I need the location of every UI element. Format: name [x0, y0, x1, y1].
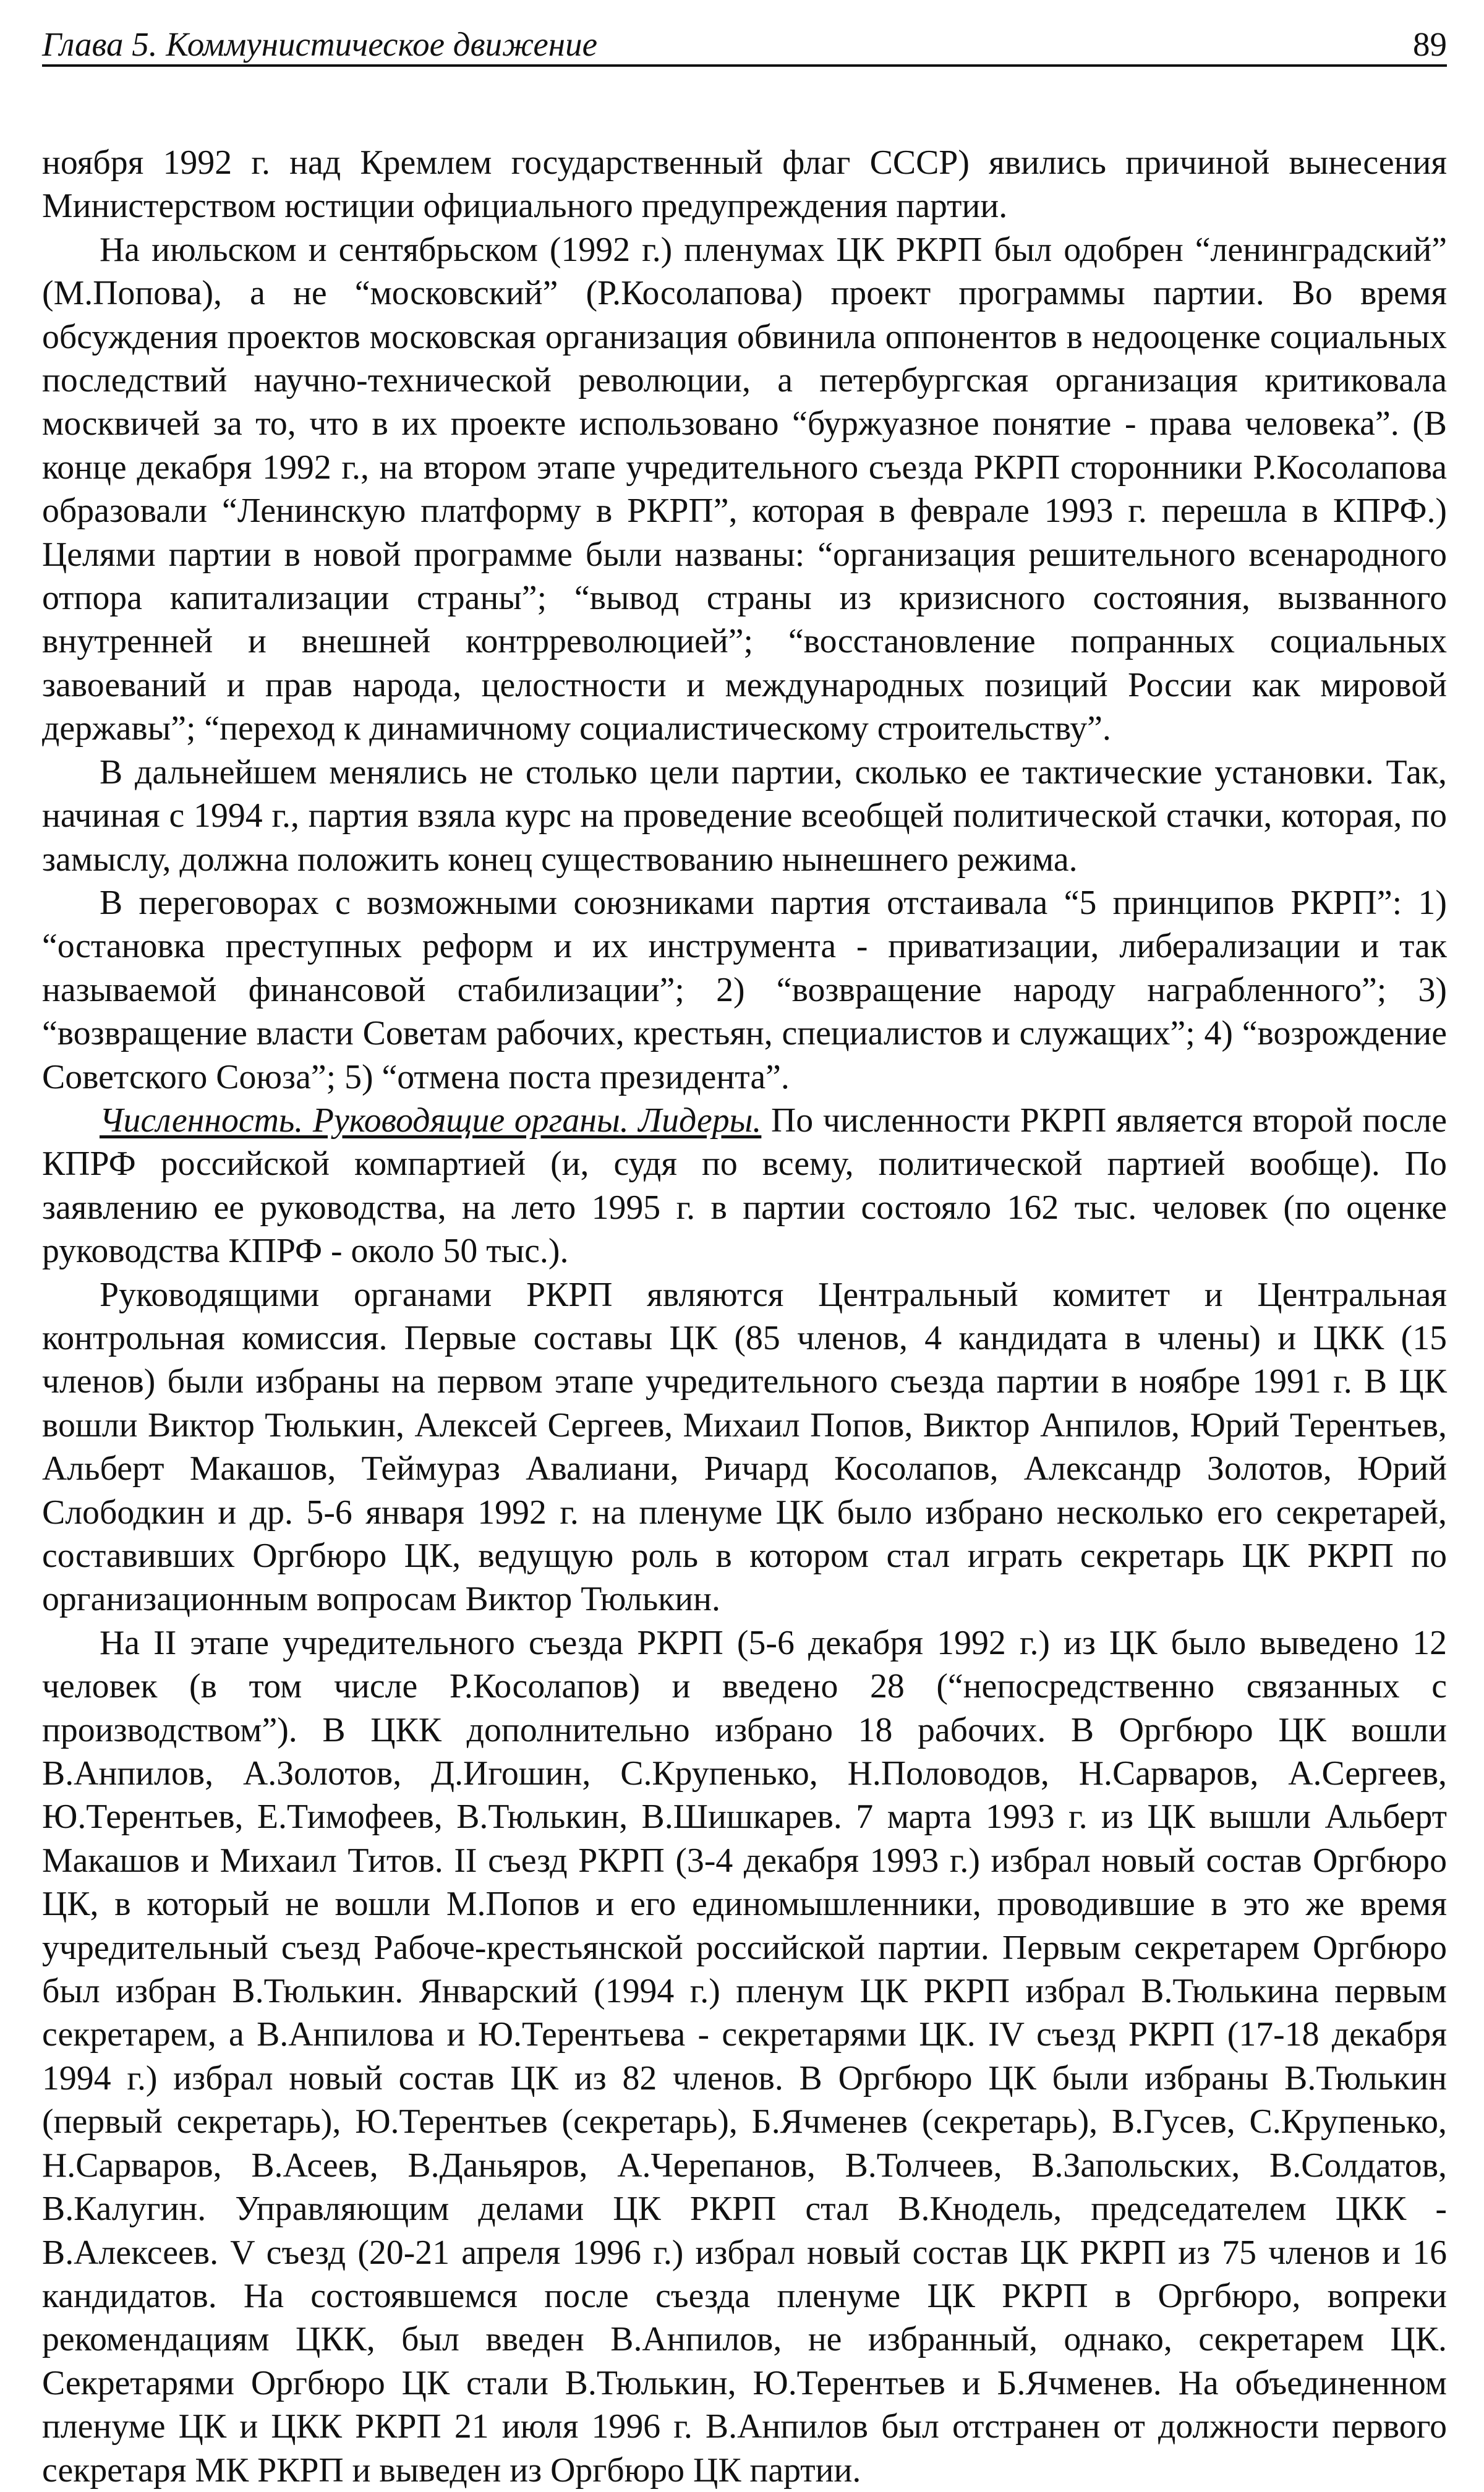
paragraph-3: В дальнейшем менялись не столько цели партии, сколько ее тактические установки. Так, начиная с 1994 г., партия взяла курс на проведение всеобщей политической стачки, которая, по замыслу, должна положить конец существованию нынешнего режима. — [42, 753, 1447, 879]
paragraph-6: Руководящими органами РКРП являются Центральный комитет и Центральная контрольная комиссия. Первые составы ЦК (85 членов, 4 кандидата в члены) и ЦКК (15 членов) были избраны на первом этапе учредительного съезда партии в ноябре 1991 г. В ЦК вошли Виктор Тюлькин, Алексей Сергеев, Михаил Попов, Виктор Анпилов, Юрий Терентьев, Альберт Макашов, Теймураз Авалиани, Ричард Косолапов, Александр Золотов, Юрий Слободкин и др. 5-6 января 1992 г. на пленуме ЦК было избрано несколько его секретарей, составивших Оргбюро ЦК, ведущую роль в котором стал играть секретарь ЦК РКРП по организационным вопросам Виктор Тюлькин. — [42, 1275, 1447, 1619]
body-text — [42, 141, 1447, 2492]
paragraph-5 — [42, 1099, 1447, 1273]
book-page — [42, 25, 1447, 2492]
running-header — [42, 25, 1447, 67]
paragraph-1: ноября 1992 г. над Кремлем государственный флаг СССР) явились причиной вынесения Министерством юстиции официального предупреждения партии. — [42, 143, 1447, 226]
page-number: 89 — [1413, 25, 1447, 63]
paragraph-5-text: По численности РКРП является второй после КПРФ российской компартией (и, судя по всему, политической партией вообще). По заявлению ее руководства, на лето 1995 г. в партии состояло 162 тыс. человек (по оценке руководства КПРФ - около 50 тыс.). — [42, 1101, 1447, 1271]
paragraph-2: На июльском и сентябрьском (1992 г.) пленумах ЦК РКРП был одобрен “ленинградский” (М.Попова), а не “московский” (Р.Косолапова) проект программы партии. Во время обсуждения проектов московская организация обвинила оппонентов в недооценке социальных последствий научно-технической революции, а петербургская организация критиковала москвичей за то, что в их проекте использовано “буржуазное понятие - права человека”. (В конце декабря 1992 г., на втором этапе учредительного съезда РКРП сторонники Р.Косолапова образовали “Ленинскую платформу в РКРП”, которая в феврале 1993 г. перешла в КПРФ.) Целями партии в новой программе были названы: “организация решительного всенародного отпора капитализации страны”; “вывод страны из кризисного состояния, вызванного внутренней и внешней контрреволюцией”; “восстановление попранных социальных завоеваний и прав народа, целостности и международных позиций России как мировой державы”; “переход к динамичному социалистическому строительству”. — [42, 230, 1447, 748]
section-heading: Численность. Руководящие органы. Лидеры. — [100, 1101, 762, 1140]
chapter-title: Глава 5. Коммунистическое движение — [42, 25, 597, 63]
paragraph-4: В переговорах с возможными союзниками партия отстаивала “5 принципов РКРП”: 1) “остановка преступных реформ и их инструмента - приватизации, либерализации и так называемой финансовой стабилизации”; 2) “возвращение народу награбленного”; 3) “возвращение власти Советам рабочих, крестьян, специалистов и служащих”; 4) “возрождение Советского Союза”; 5) “отмена поста президента”. — [42, 883, 1447, 1096]
paragraph-7: На II этапе учредительного съезда РКРП (5-6 декабря 1992 г.) из ЦК было выведено 12 человек (в том числе Р.Косолапов) и введено 28 (“непосредственно связанных с производством”). В ЦКК дополнительно избрано 18 рабочих. В Оргбюро ЦК вошли В.Анпилов, А.Золотов, Д.Игошин, С.Крупенько, Н.Половодов, Н.Сарваров, А.Сергеев, Ю.Терентьев, Е.Тимофеев, В.Тюлькин, В.Шишкарев. 7 марта 1993 г. из ЦК вышли Альберт Макашов и Михаил Титов. II съезд РКРП (3-4 декабря 1993 г.) избрал новый состав Оргбюро ЦК, в который не вошли М.Попов и его единомышленники, проводившие в это же время учредительный съезд Рабоче-крестьянской российской партии. Первым секретарем Оргбюро был избран В.Тюлькин. Январский (1994 г.) пленум ЦК РКРП избрал В.Тюлькина первым секретарем, а В.Анпилова и Ю.Терентьева - секретарями ЦК. IV съезд РКРП (17-18 декабря 1994 г.) избрал новый состав ЦК из 82 членов. В Оргбюро ЦК были избраны В.Тюлькин (первый секретарь), Ю.Терентьев (секретарь), Б.Ячменев (секретарь), В.Гусев, С.Крупенько, Н.Сарваров, В.Асеев, В.Даньяров, А.Черепанов, В.Толчеев, В.Запольских, В.Солдатов, В.Калугин. Управляющим делами ЦК РКРП стал В.Кнодель, председателем ЦКК - В.Алексеев. V съезд (20-21 апреля 1996 г.) избрал новый состав ЦК РКРП из 75 членов и 16 кандидатов. На состоявшемся после съезда пленуме ЦК РКРП в Оргбюро, вопреки рекомендациям ЦКК, был введен В.Анпилов, не избранный, однако, секретарем ЦК. Секретарями Оргбюро ЦК стали В.Тюлькин, Ю.Терентьев и Б.Ячменев. На объединенном пленуме ЦК и ЦКК РКРП 21 июля 1996 г. В.Анпилов был отстранен от должности первого секретаря МК РКРП и выведен из Оргбюро ЦК партии. — [42, 1623, 1447, 2490]
